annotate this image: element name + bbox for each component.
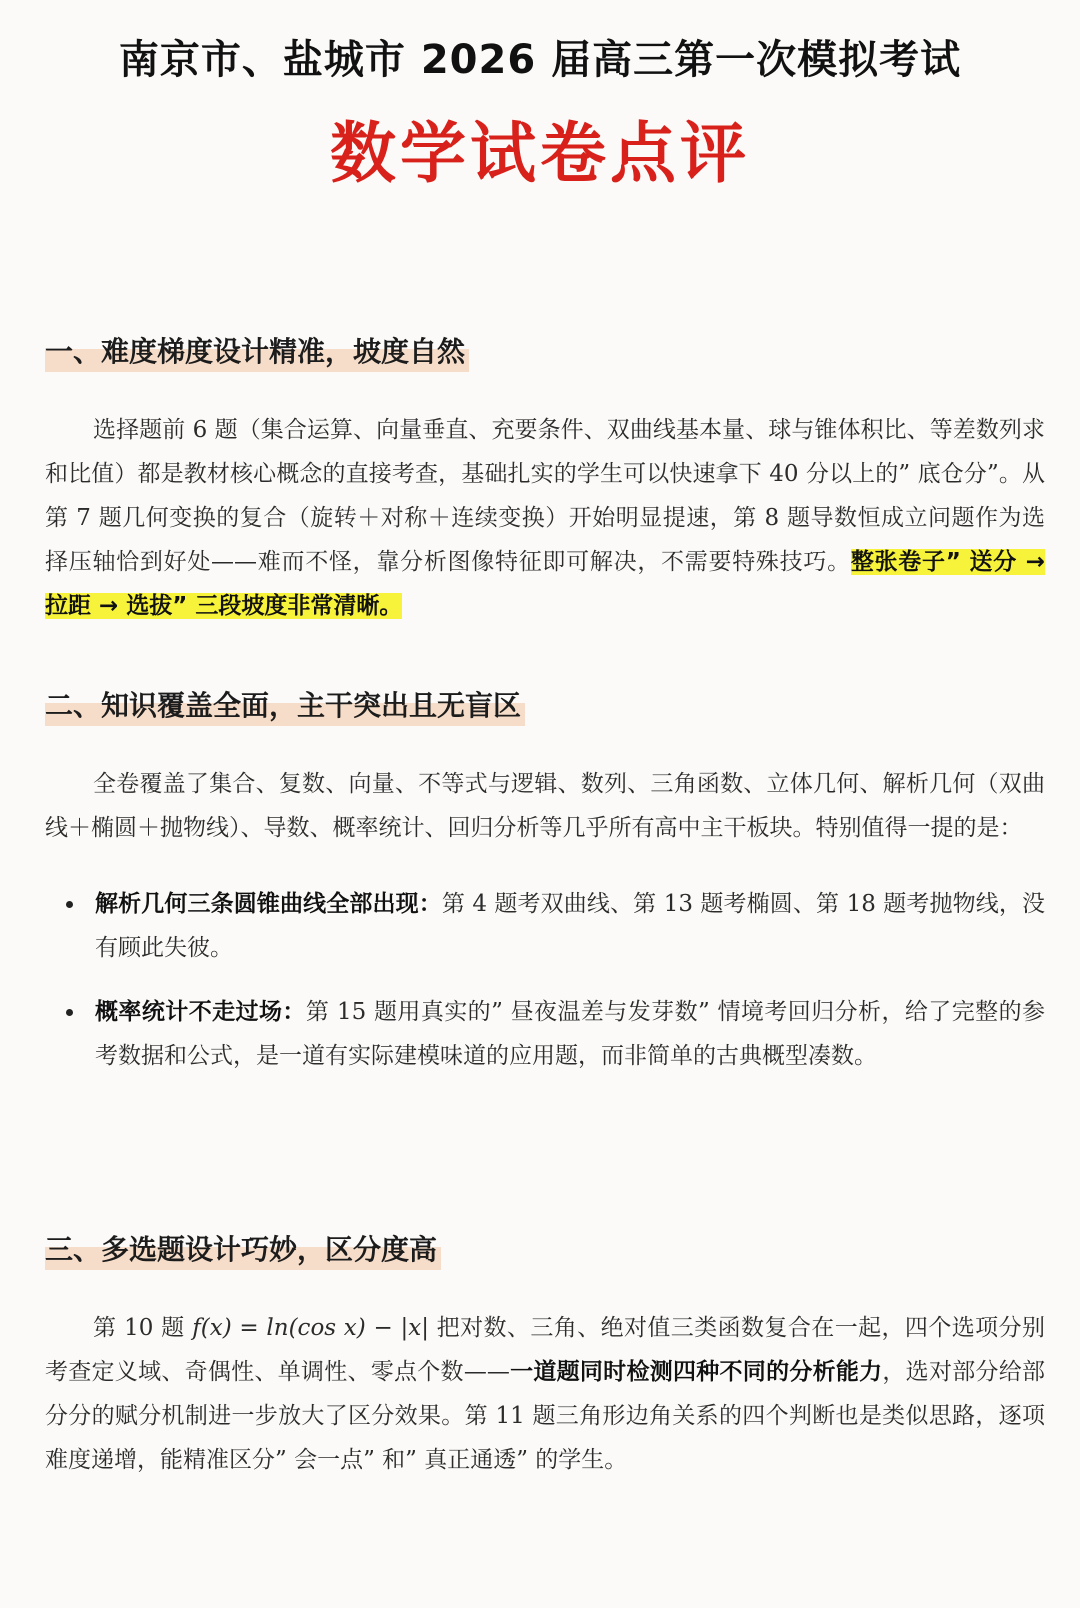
math-formula: f(x) = ln(cos x) − |x|: [192, 1315, 429, 1341]
paragraph-text: 第 10 题: [93, 1315, 193, 1341]
bullet-text: 第 4 题考双曲线、第 13 题考椭圆、第 18 题考抛物线，没有顾此失彼。: [95, 891, 1045, 961]
highlight-text: 整张卷子” 送分 → 拉距 → 选拔” 三段坡度非常清晰。: [45, 549, 1046, 619]
bullet-dot-icon: [66, 1009, 73, 1016]
paragraph-text: 选择题前 6 题（集合运算、向量垂直、充要条件、双曲线基本量、球与锥体积比、等差数列求和比值）都是教材核心概念的直接考查，基础扎实的学生可以快速拿下 40 分以上的” 底仓分”。从第 7 题几何变换的复合（旋转＋对称＋连续变换）开始明显提速，第 8 题导数恒成立问题作为选择压轴恰到好处——难而不怪，靠分析图像特征即可解决，不需要特殊技巧。: [45, 417, 1045, 575]
section-coverage: [45, 684, 1045, 1078]
section-paragraph: [45, 408, 1045, 628]
paragraph-text: ，选对部分给部分分的赋分机制进一步放大了区分效果。第 11 题三角形边角关系的四个判断也是类似思路，逐项难度递增，能精准区分” 会一点” 和” 真正通透” 的学生。: [45, 1359, 1046, 1473]
bullet-list: [45, 882, 1045, 1078]
section-paragraph: 全卷覆盖了集合、复数、向量、不等式与逻辑、数列、三角函数、立体几何、解析几何（双曲线＋椭圆＋抛物线）、导数、概率统计、回归分析等几乎所有高中主干板块。特别值得一提的是：: [45, 771, 1045, 841]
bold-text: 一道题同时检测四种不同的分析能力: [509, 1359, 883, 1385]
document-title: 南京市、盐城市 2026 届高三第一次模拟考试: [118, 37, 962, 83]
bullet-text: 第 15 题用真实的” 昼夜温差与发芽数” 情境考回归分析，给了完整的参考数据和公式，是一道有实际建模味道的应用题，而非简单的古典概型凑数。: [95, 999, 1046, 1069]
section-heading: 三、多选题设计巧妙，区分度高: [45, 1228, 441, 1270]
bullet-dot-icon: [66, 901, 73, 908]
document-subtitle: 数学试卷点评: [330, 115, 750, 192]
bullet-bold-lead: 解析几何三条圆锥曲线全部出现：: [95, 891, 442, 917]
section-heading: 二、知识覆盖全面，主干突出且无盲区: [45, 684, 525, 726]
section-paragraph: [45, 1306, 1045, 1482]
section-difficulty: [45, 330, 1045, 628]
section-multiple-choice: [45, 1228, 1045, 1482]
list-item: [45, 990, 1045, 1078]
list-item: [45, 882, 1045, 970]
section-heading: 一、难度梯度设计精准，坡度自然: [45, 330, 469, 372]
paragraph-text: 把对数、三角、绝对值三类函数复合在一起，四个选项分别考查定义域、奇偶性、单调性、零点个数——: [45, 1315, 1045, 1385]
bullet-bold-lead: 概率统计不走过场：: [95, 999, 306, 1025]
